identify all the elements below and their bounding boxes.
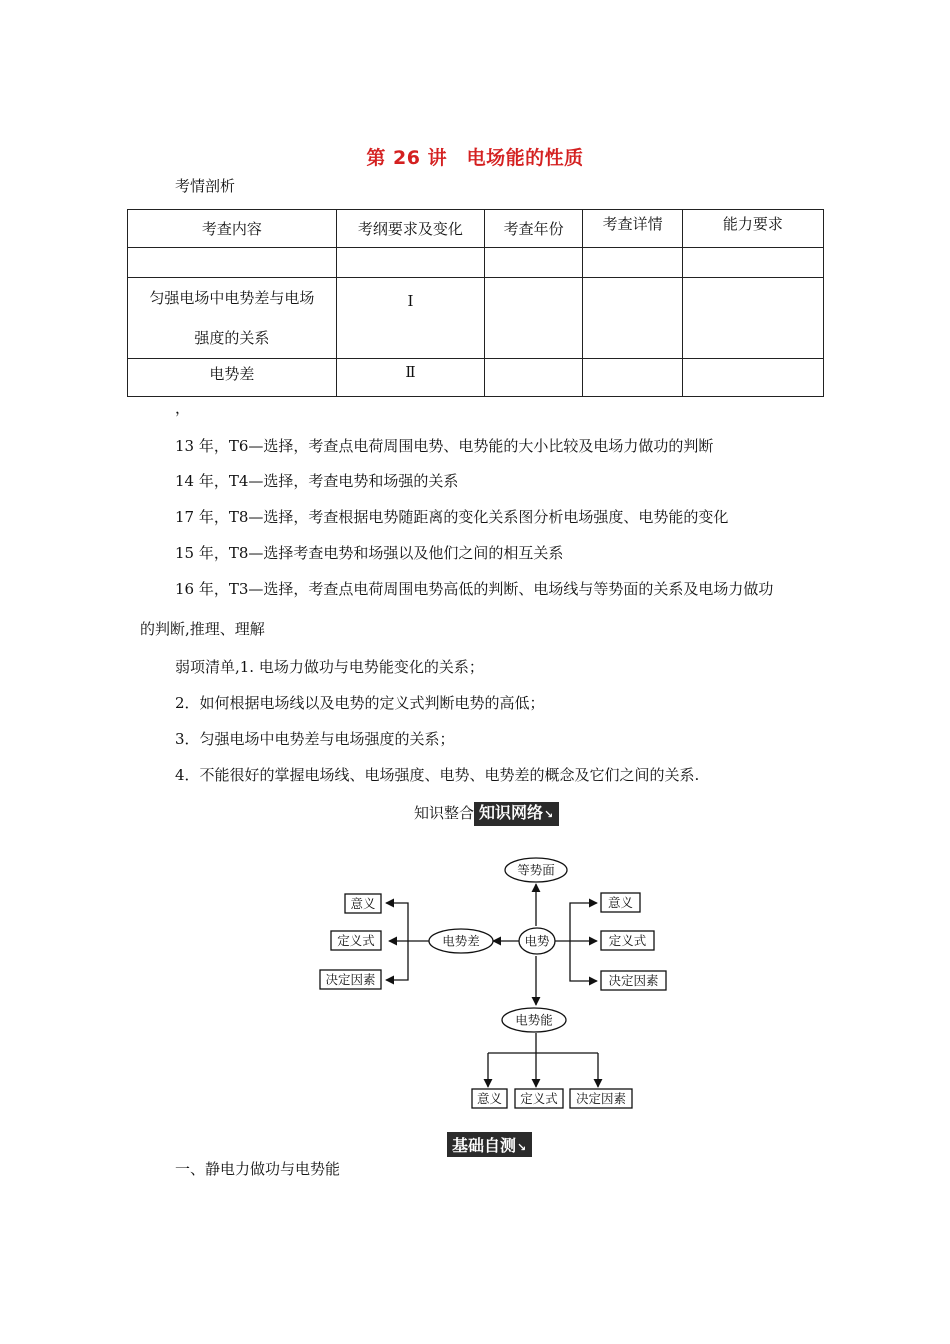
- diagram-boxes: [320, 893, 666, 1108]
- exam-analysis-table: [127, 209, 824, 397]
- table-cell: [682, 248, 823, 278]
- table-cell: [484, 359, 582, 397]
- box-definition-bottom: 定义式: [520, 1091, 558, 1106]
- box-factors-right: 决定因素: [608, 973, 659, 988]
- table-cell: [682, 278, 823, 359]
- weak-item: 2．如何根据电场线以及电势的定义式判断电势的高低；: [175, 694, 545, 712]
- table-cell: [583, 359, 682, 397]
- box-meaning-right: 意义: [607, 895, 634, 910]
- table-cell: [682, 359, 823, 397]
- table-cell: [336, 248, 484, 278]
- table-cell: Ⅱ: [336, 359, 484, 397]
- box-meaning-bottom: 意义: [476, 1091, 503, 1106]
- table-header-row: [128, 210, 824, 248]
- node-potential: [519, 928, 555, 954]
- table-cell: [583, 248, 682, 278]
- node-potential-energy-label: 电势能: [515, 1012, 553, 1028]
- box-factors-left: 决定因素: [325, 972, 376, 987]
- exam-line: 15 年，T8—选择考查电势和场强以及他们之间的相互关系: [175, 544, 564, 562]
- knowledge-network-diagram: [310, 850, 680, 1115]
- weak-item: 4．不能很好的掌握电场线、电场强度、电势、电势差的概念及它们之间的关系.: [175, 766, 700, 784]
- table-header-cell: 考查详情: [583, 210, 682, 248]
- table-row: [128, 359, 824, 397]
- table-cell: [484, 278, 582, 359]
- node-potential-difference: [429, 929, 493, 953]
- box-definition-right: 定义式: [608, 933, 647, 948]
- node-equipotential-label: 等势面: [517, 862, 555, 878]
- node-equipotential: [505, 858, 567, 882]
- table-cell: Ⅰ: [336, 278, 484, 359]
- badge-arrow-icon: ↘: [517, 1141, 527, 1154]
- exam-line-continued: 的判断,推理、理解: [140, 620, 265, 638]
- section-label-exam-analysis: 考情剖析: [175, 177, 236, 195]
- exam-line: 14 年，T4—选择，考查电势和场强的关系: [175, 472, 459, 490]
- knowledge-heading: [414, 802, 559, 826]
- table-header-cell: 考查内容: [128, 210, 337, 248]
- section-heading-electrostatic-work: 一、静电力做功与电势能: [175, 1160, 341, 1178]
- table-cell: [583, 278, 682, 359]
- node-potential-difference-label: 电势差: [442, 933, 480, 949]
- table-row: [128, 278, 824, 359]
- knowledge-network-badge: [474, 802, 559, 826]
- table-cell: 匀强电场中电势差与电场强度的关系: [128, 278, 337, 359]
- table-cell: [128, 248, 337, 278]
- basics-heading: [447, 1132, 532, 1157]
- box-meaning-left: 意义: [350, 896, 376, 911]
- table-header-cell: 考查年份: [484, 210, 582, 248]
- basics-badge-label: 基础自测: [452, 1136, 517, 1155]
- table-cell: 电势差: [128, 359, 337, 397]
- table-header-cell: 能力要求: [682, 210, 823, 248]
- exam-line: 17 年，T8—选择，考查根据电势随距离的变化关系图分析电场强度、电势能的变化: [175, 508, 729, 526]
- table-header-cell: 考纲要求及变化: [336, 210, 484, 248]
- weak-item: 3．匀强电场中电势差与电场强度的关系；: [175, 730, 455, 748]
- knowledge-badge-label: 知识网络: [479, 803, 544, 822]
- node-potential-energy: [502, 1008, 566, 1032]
- box-factors-bottom: 决定因素: [575, 1091, 627, 1106]
- table-cell: [484, 248, 582, 278]
- exam-line: 13 年，T6—选择，考查点电荷周围电势、电势能的大小比较及电场力做功的判断: [175, 437, 714, 455]
- page-title: 第 26 讲 电场能的性质: [366, 147, 584, 169]
- node-potential-label: 电势: [524, 933, 550, 949]
- weak-item: 弱项清单,1. 电场力做功与电势能变化的关系；: [175, 658, 484, 676]
- table-row: [128, 248, 824, 278]
- comma-mark: ，: [175, 399, 191, 417]
- knowledge-prefix: 知识整合: [414, 804, 475, 822]
- basics-badge: [447, 1132, 532, 1157]
- diagram-connectors: [386, 884, 598, 1087]
- box-definition-left: 定义式: [337, 933, 375, 948]
- exam-line: 16 年，T3—选择，考查点电荷周围电势高低的判断、电场线与等势面的关系及电场力做功: [175, 580, 774, 598]
- badge-arrow-icon: ↘: [544, 808, 554, 821]
